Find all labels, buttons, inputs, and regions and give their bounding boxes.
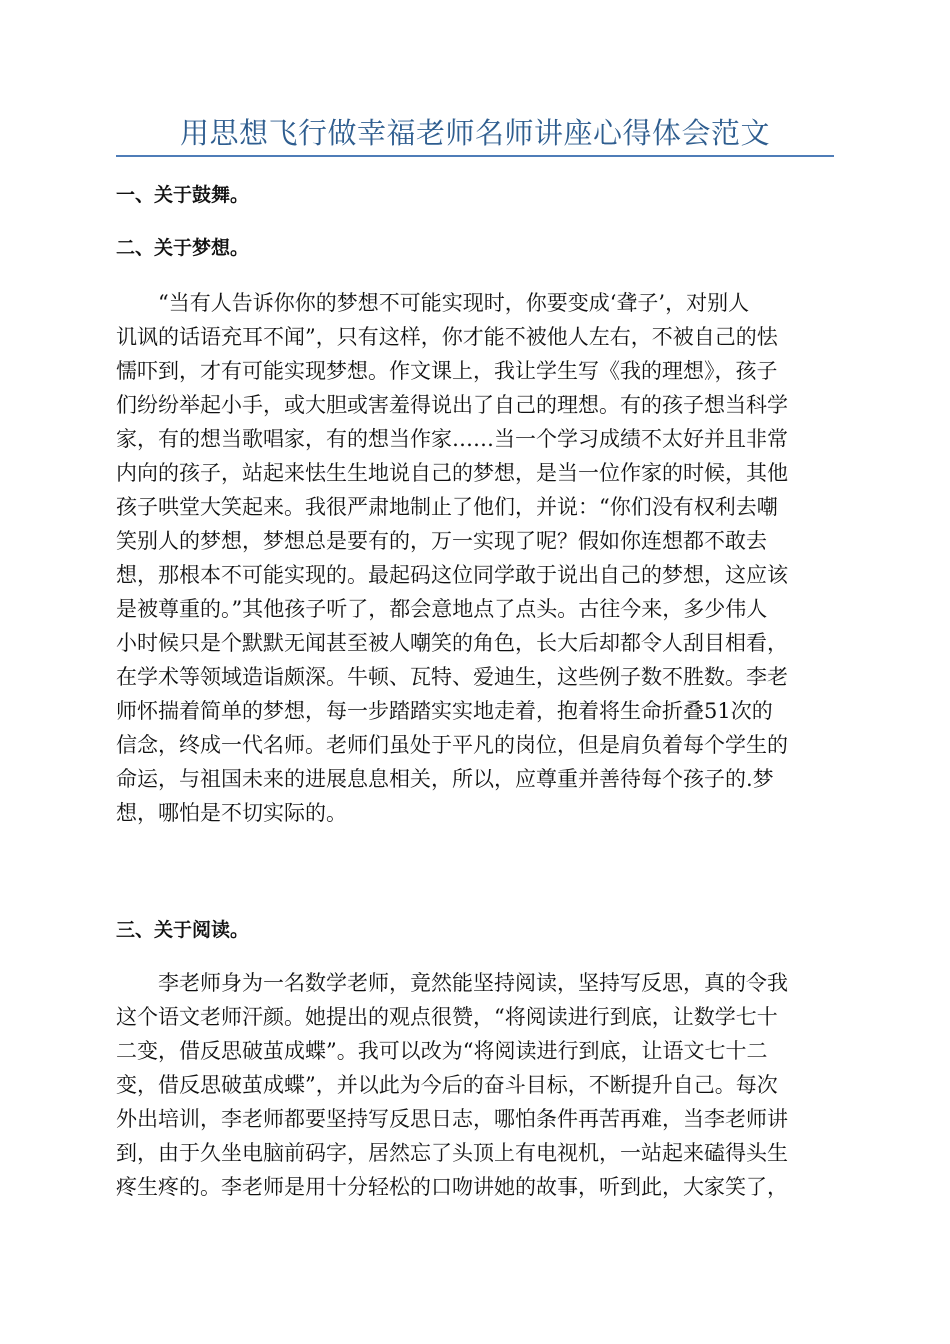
paragraph-line: 二变，借反思破茧成蝶”。我可以改为“将阅读进行到底，让语文七十二 bbox=[116, 1039, 768, 1063]
paragraph-line: 内向的孩子，站起来怯生生地说自己的梦想，是当一位作家的时候，其他 bbox=[116, 461, 788, 485]
title-underline bbox=[116, 155, 834, 157]
paragraph-line: 疼生疼的。李老师是用十分轻松的口吻讲她的故事，听到此，大家笑了， bbox=[116, 1175, 788, 1199]
page-title: 用思想飞行做幸福老师名师讲座心得体会范文 bbox=[179, 116, 770, 150]
paragraph-line: 讥讽的话语充耳不闻”，只有这样，你才能不被他人左右，不被自己的怯 bbox=[116, 325, 778, 349]
paragraph-line: “当有人告诉你你的梦想不可能实现时，你要变成‘聋子’，对别人 bbox=[158, 291, 750, 315]
paragraph-line: 想，那根本不可能实现的。最起码这位同学敢于说出自己的梦想，这应该 bbox=[116, 563, 788, 587]
paragraph-line: 笑别人的梦想，梦想总是要有的，万一实现了呢？假如你连想都不敢去 bbox=[116, 529, 767, 553]
paragraph-dreams bbox=[116, 286, 836, 830]
section-heading-encouragement: 一、关于鼓舞。 bbox=[116, 184, 250, 206]
paragraph-line: 师怀揣着简单的梦想，每一步踏踏实实地走着，抱着将生命折叠51次的 bbox=[116, 699, 773, 723]
paragraph-line: 懦吓到，才有可能实现梦想。作文课上，我让学生写《我的理想》，孩子 bbox=[116, 359, 778, 383]
paragraph-line: 李老师身为一名数学老师，竟然能坚持阅读，坚持写反思，真的令我 bbox=[158, 971, 788, 995]
paragraph-line: 们纷纷举起小手，或大胆或害羞得说出了自己的理想。有的孩子想当科学 bbox=[116, 393, 788, 417]
paragraph-line: 是被尊重的。”其他孩子听了，都会意地点了点头。古往今来，多少伟人 bbox=[116, 597, 768, 621]
paragraph-line: 小时候只是个默默无闻甚至被人嘲笑的角色，长大后却都令人刮目相看， bbox=[116, 631, 788, 655]
paragraph-line: 命运，与祖国未来的进展息息相关，所以，应尊重并善待每个孩子的.梦 bbox=[116, 767, 774, 791]
paragraph-line: 到，由于久坐电脑前码字，居然忘了头顶上有电视机，一站起来磕得头生 bbox=[116, 1141, 788, 1165]
paragraph-line: 家，有的想当歌唱家，有的想当作家……当一个学习成绩不太好并且非常 bbox=[116, 427, 788, 451]
paragraph-line: 信念，终成一代名师。老师们虽处于平凡的岗位，但是肩负着每个学生的 bbox=[116, 733, 788, 757]
paragraph-line: 外出培训，李老师都要坚持写反思日志，哪怕条件再苦再难，当李老师讲 bbox=[116, 1107, 788, 1131]
paragraph-line: 这个语文老师汗颜。她提出的观点很赞，“将阅读进行到底，让数学七十 bbox=[116, 1005, 778, 1029]
paragraph-line: 变，借反思破茧成蝶”，并以此为今后的奋斗目标，不断提升自己。每次 bbox=[116, 1073, 778, 1097]
section-heading-reading: 三、关于阅读。 bbox=[116, 919, 250, 941]
paragraph-line: 在学术等领域造诣颇深。牛顿、瓦特、爱迪生，这些例子数不胜数。李老 bbox=[116, 665, 788, 689]
paragraph-line: 孩子哄堂大笑起来。我很严肃地制止了他们，并说：“你们没有权利去嘲 bbox=[116, 495, 778, 519]
section-heading-dreams: 二、关于梦想。 bbox=[116, 237, 250, 259]
paragraph-reading bbox=[116, 966, 836, 1204]
paragraph-line: 想，哪怕是不切实际的。 bbox=[116, 801, 347, 825]
